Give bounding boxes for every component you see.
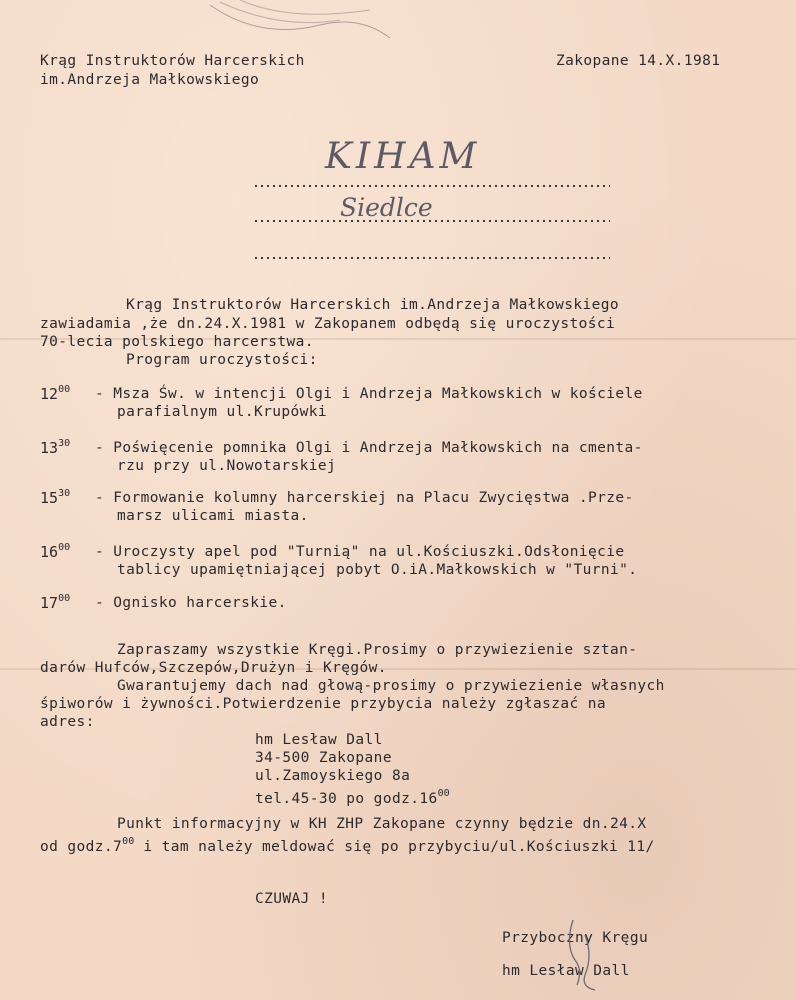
program-label: Program uroczystości: bbox=[126, 352, 318, 368]
intro-line: Krąg Instruktorów Harcerskich im.Andrzeja Małkowskiego bbox=[126, 297, 620, 313]
program-item-line: - Uroczysty apel pod "Turnią" na ul.Kościuszki.Odsłonięcie bbox=[95, 544, 625, 560]
intro-line: zawiadamia ,że dn.24.X.1981 w Zakopanem odbędą się uroczystości bbox=[40, 316, 616, 332]
intro-line: 70-lecia polskiego harcerstwa. bbox=[40, 334, 314, 350]
dotted-line bbox=[255, 255, 610, 261]
address-line: 34-500 Zakopane bbox=[255, 750, 392, 766]
org-name-line2: im.Andrzeja Małkowskiego bbox=[40, 72, 260, 88]
info-line: Punkt informacyjny w KH ZHP Zakopane czynny będzie dn.24.X bbox=[117, 816, 647, 832]
program-item-line: - Ognisko harcerskie. bbox=[95, 595, 287, 611]
program-item-line: marsz ulicami miasta. bbox=[117, 508, 309, 524]
signature-title: Przyboczny Kręgu bbox=[502, 930, 649, 946]
program-item-line: rzu przy ul.Nowotarskiej bbox=[117, 458, 337, 474]
program-item-line: - Formowanie kolumny harcerskiej na Placu Zwycięstwa .Prze- bbox=[95, 490, 634, 506]
program-time: $17^{00}$ bbox=[40, 593, 71, 612]
program-time: $12^{00}$ bbox=[40, 384, 71, 403]
invite-line: adres: bbox=[40, 714, 95, 730]
program-item-line: - Poświęcenie pomnika Olgi i Andrzeja Małkowskich na cmenta- bbox=[95, 440, 643, 456]
dotted-line bbox=[255, 183, 610, 189]
handwritten-siedlce: Siedlce bbox=[340, 193, 433, 222]
program-item-line: tablicy upamiętniającej pobyt O.iA.Małkowskich w "Turni". bbox=[117, 562, 638, 578]
address-line: ul.Zamoyskiego 8a bbox=[255, 768, 411, 784]
dotted-line bbox=[255, 218, 610, 224]
top-scribble bbox=[200, 0, 400, 45]
org-name-line1: Krąg Instruktorów Harcerskich bbox=[40, 53, 305, 69]
greeting: CZUWAJ ! bbox=[255, 891, 329, 907]
signature-name: hm Lesław Dall bbox=[502, 963, 630, 979]
program-time: $16^{00}$ bbox=[40, 542, 71, 561]
invite-line: śpiworów i żywności.Potwierdzenie przybycia należy zgłaszać na bbox=[40, 696, 607, 712]
address-line: tel.45-30 po $godz.16^{00}$ bbox=[255, 788, 450, 807]
invite-line: Zapraszamy wszystkie Kręgi.Prosimy o przywiezienie sztan- bbox=[117, 642, 638, 658]
handwritten-signature bbox=[555, 915, 615, 995]
invite-line: darów Hufców,Szczepów,Drużyn i Kręgów. bbox=[40, 660, 387, 676]
program-time: $13^{30}$ bbox=[40, 438, 71, 457]
info-line: od $godz.7^{00}$ i tam należy meldować się po przybyciu/ul.Kościuszki 11/ bbox=[40, 836, 655, 855]
invite-line: Gwarantujemy dach nad głową-prosimy o przywiezienie własnych bbox=[117, 678, 665, 694]
handwritten-kiham: KIHAM bbox=[325, 136, 481, 177]
program-item-line: - Msza Św. w intencji Olgi i Andrzeja Małkowskich w kościele bbox=[95, 386, 643, 402]
program-time: $15^{30}$ bbox=[40, 488, 71, 507]
program-item-line: parafialnym ul.Krupówki bbox=[117, 404, 327, 420]
place-date: Zakopane 14.X.1981 bbox=[556, 53, 721, 69]
address-line: hm Lesław Dall bbox=[255, 732, 383, 748]
